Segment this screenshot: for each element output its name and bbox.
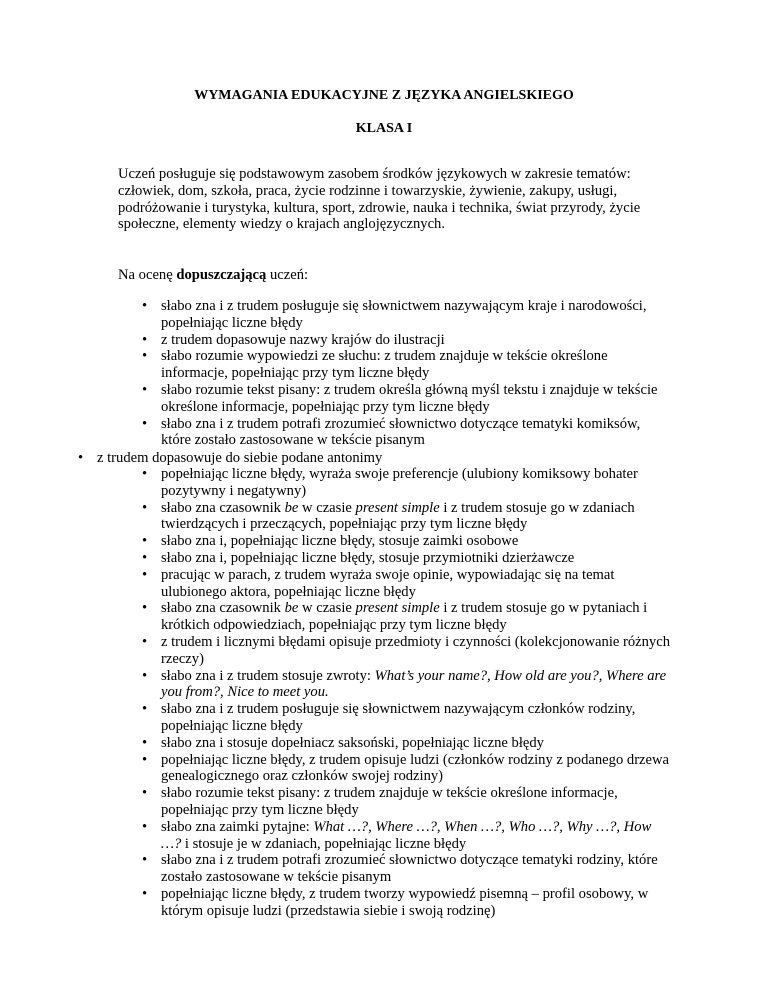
list-item: • słabo zna i z trudem potrafi zrozumieć słownictwo dotyczące tematyki rodziny, które zostało zastosowane w tekście pisanym	[142, 852, 670, 886]
list-item: • słabo rozumie tekst pisany: z trudem określa główną myśl tekstu i znajduje w tekście określone informacje, popełniając przy tym liczne błędy	[142, 382, 670, 416]
list-item: • słabo rozumie wypowiedzi ze słuchu: z trudem znajduje w tekście określone informacje, popełniając przy tym liczne błędy	[142, 348, 670, 382]
list-item: • popełniając liczne błędy, z trudem opisuje ludzi (członków rodziny z podanego drzewa genealogicznego oraz członków swojej rodziny)	[142, 752, 670, 786]
grade-prefix: Na ocenę	[118, 267, 177, 283]
grade-name: dopuszczającą	[176, 267, 267, 283]
list-item: • z trudem dopasowuje nazwy krajów do ilustracji	[142, 332, 670, 349]
requirements-list-2	[142, 466, 670, 920]
list-item: • słabo rozumie tekst pisany: z trudem znajduje w tekście określone informacje, popełniając przy tym liczne błędy	[142, 785, 670, 819]
list-item: • z trudem i licznymi błędami opisuje przedmioty i czynności (kolekcjonowanie różnych rzeczy)	[142, 634, 670, 668]
requirements-list-1	[142, 298, 670, 449]
requirements-outer-list	[78, 450, 578, 467]
list-item: • słabo zna czasownik be w czasie present simple i z trudem stosuje go w zdaniach twierdzących i przeczących, popełniając przy tym liczne błędy	[142, 500, 670, 534]
list-item: • popełniając liczne błędy, z trudem tworzy wypowiedź pisemną – profil osobowy, w którym opisuje ludzi (przedstawia siebie i swoją rodzinę)	[142, 886, 670, 920]
list-item: • pracując w parach, z trudem wyraża swoje opinie, wypowiadając się na temat ulubionego aktora, popełniając liczne błędy	[142, 567, 670, 601]
list-item: • słabo zna i z trudem potrafi zrozumieć słownictwo dotyczące tematyki komiksów, które zostało zastosowane w tekście pisanym	[142, 416, 670, 450]
grade-suffix: uczeń:	[266, 267, 309, 283]
intro-paragraph: Uczeń posługuje się podstawowym zasobem środków językowych w zakresie tematów: człowiek, dom, szkoła, praca, życie rodzinne i towarzyskie, żywienie, zakupy, usługi, podróżowanie i turystyka, kultura, sport, zdrowie, nauka i technika, świat przyrody, życie społeczne, elementy wiedzy o krajach anglojęzycznych.	[118, 166, 641, 233]
list-item: • słabo zna i stosuje dopełniacz saksoński, popełniając liczne błędy	[142, 735, 670, 752]
list-item: • słabo zna i z trudem posługuje się słownictwem nazywającym członków rodziny, popełniając liczne błędy	[142, 701, 670, 735]
list-item: • słabo zna zaimki pytajne: What …?, Where …?, When …?, Who …?, Why …?, How …? i stosuje je w zdaniach, popełniając liczne błędy	[142, 819, 670, 853]
list-item: • popełniając liczne błędy, wyraża swoje preferencje (ulubiony komiksowy bohater pozytywny i negatywny)	[142, 466, 670, 500]
list-item: • słabo zna i z trudem posługuje się słownictwem nazywającym kraje i narodowości, popełniając liczne błędy	[142, 298, 670, 332]
list-item: • słabo zna i, popełniając liczne błędy, stosuje zaimki osobowe	[142, 533, 670, 550]
list-item: • słabo zna i, popełniając liczne błędy, stosuje przymiotniki dzierżawcze	[142, 550, 670, 567]
document-title: WYMAGANIA EDUKACYJNE Z JĘZYKA ANGIELSKIEGO	[194, 88, 574, 103]
list-item: • słabo zna i z trudem stosuje zwroty: What’s your name?, How old are you?, Where are you from?, Nice to meet you.	[142, 668, 670, 702]
list-item: • z trudem dopasowuje do siebie podane antonimy	[78, 450, 578, 467]
document-subtitle: KLASA I	[355, 121, 413, 136]
grade-heading	[118, 267, 658, 284]
list-item: • słabo zna czasownik be w czasie present simple i z trudem stosuje go w pytaniach i krótkich odpowiedziach, popełniając przy tym liczne błędy	[142, 600, 670, 634]
